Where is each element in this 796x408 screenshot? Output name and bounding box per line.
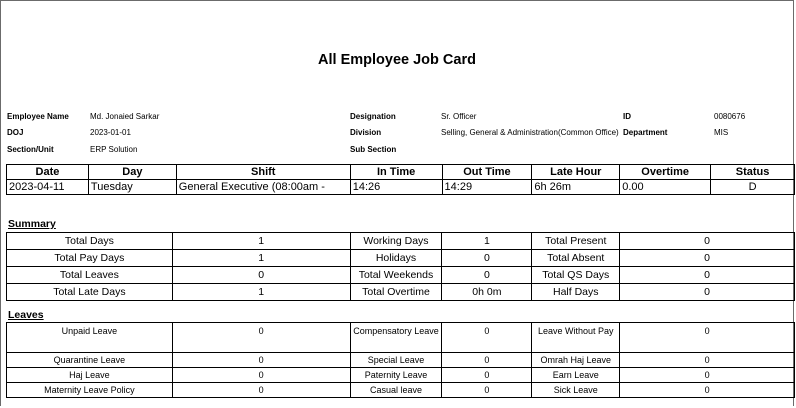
cell-status: D	[711, 180, 795, 195]
leave-value: 0	[620, 323, 795, 353]
leave-value: 0	[442, 353, 532, 368]
summary-label: Half Days	[532, 284, 620, 301]
leave-value: 0	[620, 383, 795, 398]
summary-label: Total Days	[7, 233, 173, 250]
id-label: ID	[623, 112, 631, 121]
summary-table	[6, 232, 795, 301]
leave-label: Leave Without Pay	[532, 323, 620, 353]
table-row	[7, 284, 795, 301]
cell-date: 2023-04-11	[7, 180, 89, 195]
table-row	[7, 233, 795, 250]
cell-overtime: 0.00	[620, 180, 711, 195]
col-shift-header: Shift	[176, 165, 350, 180]
leave-label: Quarantine Leave	[7, 353, 173, 368]
doj: 2023-01-01	[90, 128, 131, 137]
leave-value: 0	[172, 368, 350, 383]
leave-label: Maternity Leave Policy	[7, 383, 173, 398]
summary-value: 0h 0m	[442, 284, 532, 301]
leave-label: Sick Leave	[532, 383, 620, 398]
col-day-header: Day	[88, 165, 176, 180]
col-in-time-header: In Time	[350, 165, 442, 180]
leave-label: Omrah Haj Leave	[532, 353, 620, 368]
section: ERP Solution	[90, 145, 138, 154]
table-row	[7, 267, 795, 284]
doj-label: DOJ	[7, 128, 24, 137]
summary-label: Total Leaves	[7, 267, 173, 284]
leave-value: 0	[620, 353, 795, 368]
cell-shift: General Executive (08:00am -	[176, 180, 350, 195]
summary-label: Holidays	[350, 250, 442, 267]
leaves-heading: Leaves	[8, 309, 44, 321]
leave-value: 0	[442, 368, 532, 383]
summary-value: 0	[442, 267, 532, 284]
employee-id: 0080676	[714, 112, 746, 121]
department-label: Department	[623, 128, 668, 137]
designation: Sr. Officer	[441, 112, 477, 121]
leave-value: 0	[172, 353, 350, 368]
summary-value: 0	[172, 267, 350, 284]
col-overtime-header: Overtime	[620, 165, 711, 180]
table-row	[7, 368, 795, 383]
leave-value: 0	[620, 368, 795, 383]
department: MIS	[714, 128, 729, 137]
division: Selling, General & Administration(Common Office)	[441, 128, 619, 137]
leave-label: Haj Leave	[7, 368, 173, 383]
summary-value: 1	[172, 233, 350, 250]
subsection-label: Sub Section	[350, 145, 397, 154]
report-title: All Employee Job Card	[318, 52, 476, 68]
cell-in-time: 14:26	[350, 180, 442, 195]
leave-value: 0	[172, 323, 350, 353]
col-date-header: Date	[7, 165, 89, 180]
table-row	[7, 180, 795, 195]
summary-label: Working Days	[350, 233, 442, 250]
summary-label: Total Late Days	[7, 284, 173, 301]
summary-value: 0	[442, 250, 532, 267]
summary-label: Total Weekends	[350, 267, 442, 284]
col-out-time-header: Out Time	[442, 165, 532, 180]
employee-name: Md. Jonaied Sarkar	[90, 112, 160, 121]
cell-out-time: 14:29	[442, 180, 532, 195]
summary-label: Total Present	[532, 233, 620, 250]
job-table-header-row	[7, 165, 795, 180]
summary-value: 0	[620, 284, 795, 301]
summary-label: Total Absent	[532, 250, 620, 267]
leaves-table	[6, 322, 795, 398]
summary-value: 0	[620, 233, 795, 250]
designation-label: Designation	[350, 112, 396, 121]
summary-value: 1	[172, 284, 350, 301]
cell-day: Tuesday	[88, 180, 176, 195]
leave-label: Paternity Leave	[350, 368, 442, 383]
table-row	[7, 323, 795, 353]
leave-value: 0	[442, 383, 532, 398]
col-status-header: Status	[711, 165, 795, 180]
leave-label: Casual leave	[350, 383, 442, 398]
summary-heading: Summary	[8, 218, 56, 230]
leave-label: Compensatory Leave	[350, 323, 442, 353]
summary-label: Total Overtime	[350, 284, 442, 301]
leave-label: Earn Leave	[532, 368, 620, 383]
table-row	[7, 250, 795, 267]
col-late-hour-header: Late Hour	[532, 165, 620, 180]
division-label: Division	[350, 128, 382, 137]
leave-value: 0	[442, 323, 532, 353]
summary-value: 0	[620, 267, 795, 284]
table-row	[7, 353, 795, 368]
section-label: Section/Unit	[7, 145, 54, 154]
leave-label: Special Leave	[350, 353, 442, 368]
summary-value: 1	[442, 233, 532, 250]
summary-label: Total Pay Days	[7, 250, 173, 267]
job-card-table	[6, 164, 795, 195]
summary-value: 0	[620, 250, 795, 267]
leave-label: Unpaid Leave	[7, 323, 173, 353]
cell-late-hour: 6h 26m	[532, 180, 620, 195]
summary-value: 1	[172, 250, 350, 267]
table-row	[7, 383, 795, 398]
leave-value: 0	[172, 383, 350, 398]
employee-name-label: Employee Name	[7, 112, 69, 121]
summary-label: Total QS Days	[532, 267, 620, 284]
